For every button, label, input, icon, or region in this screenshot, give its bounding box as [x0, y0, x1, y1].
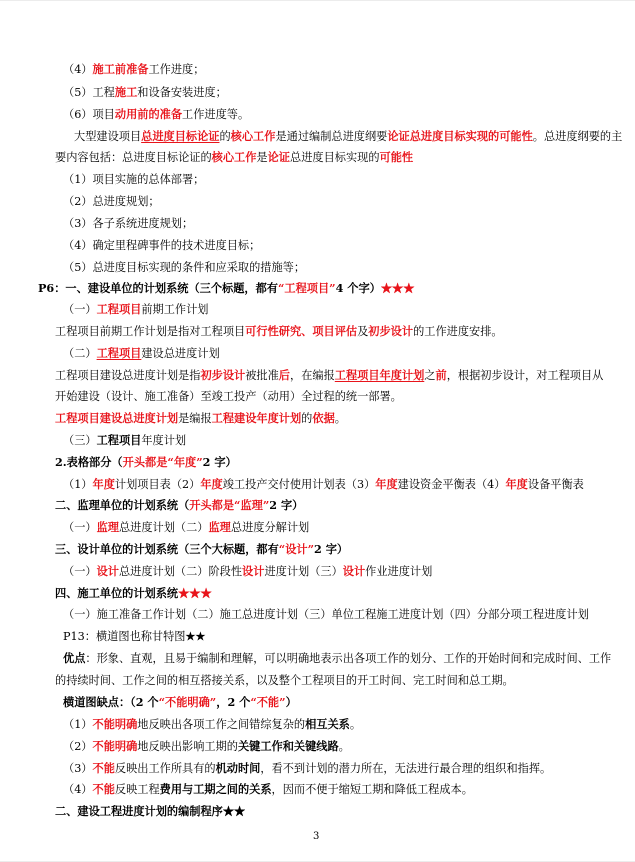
highlight-text: 总进度目标论证 — [141, 129, 220, 143]
page-top-border — [0, 0, 635, 1]
text-line — [63, 651, 611, 666]
text-segment: 之 — [424, 369, 436, 382]
text-segment: （一） — [63, 565, 97, 578]
text-line — [63, 717, 361, 732]
text-line — [55, 411, 346, 426]
text-segment: （二） — [63, 347, 97, 360]
text-segment: 开始建设（设计、施工准备）至竣工投产（动用）全过程的统一部署。 — [55, 390, 402, 403]
text-segment: ，因而不便于缩短工期和降低工程成本。 — [271, 783, 473, 796]
text-line — [63, 302, 208, 317]
text-line — [74, 129, 622, 144]
highlight-text: 依据 — [312, 411, 335, 425]
highlight-text: 工程建设年度计划 — [211, 411, 302, 425]
highlight-text: “工程项目” — [277, 281, 336, 295]
highlight-text: 核心工作 — [211, 150, 257, 164]
text-segment: 2 字） — [202, 455, 237, 469]
highlight-text: “不能” — [250, 695, 286, 709]
text-segment: 机动时间 — [215, 761, 261, 775]
text-segment: 设备平衡表 — [527, 478, 584, 491]
text-line — [55, 542, 348, 557]
text-segment: 4 个字） — [335, 281, 381, 295]
text-line — [55, 389, 402, 404]
text-segment: ★★ — [185, 629, 206, 643]
text-line — [63, 564, 432, 579]
text-segment: 优点 — [63, 651, 86, 665]
text-segment: ：形象、直观，且易于编制和理解，可以明确地表示出各项工作的划分、工作的开始时间和完成时间、工作 — [85, 652, 612, 665]
highlight-text: 监理 — [208, 520, 231, 534]
highlight-text: 不能 — [92, 782, 115, 796]
highlight-text: 不能明确 — [92, 739, 138, 753]
text-segment: ：（2 个 — [118, 695, 159, 709]
text-line — [63, 172, 204, 187]
highlight-text: 动用前的准备 — [114, 107, 183, 121]
text-segment: 的工作进度安排。 — [413, 325, 503, 338]
text-segment: 的 — [219, 130, 231, 143]
text-line — [63, 216, 193, 231]
text-segment: （5）总进度目标实现的条件和应采取的措施等； — [63, 261, 306, 274]
text-line — [63, 346, 220, 361]
text-segment: 大型建设项目 — [74, 130, 142, 143]
text-segment: 四、施工单位的计划系统 — [55, 586, 179, 600]
text-segment: （一） — [63, 521, 97, 534]
highlight-text: 工程项目 — [96, 346, 142, 360]
text-line — [63, 433, 186, 448]
text-line — [63, 238, 260, 253]
text-segment: P6：一、建设单位的计划系统（三个标题，都有 — [38, 281, 278, 295]
text-line — [63, 477, 584, 492]
highlight-text: 年度 — [92, 477, 115, 491]
text-line — [63, 761, 551, 776]
text-line — [63, 194, 160, 209]
highlight-text: 开头都是 — [122, 455, 168, 469]
highlight-text: 论证总进度目标实现的可能性 — [387, 129, 533, 143]
text-line — [63, 107, 249, 122]
text-segment: 是通过编制总进度纲要 — [275, 130, 388, 143]
text-segment: （3）各子系统进度规划； — [63, 217, 194, 230]
highlight-text: “不能明确” — [158, 695, 217, 709]
text-segment: 作业进度计划 — [365, 565, 433, 578]
text-segment: 关键工作和关键线路 — [237, 739, 339, 753]
text-segment: （4） — [63, 63, 93, 76]
text-segment: 工程项目前期工作计划是指对工程项目 — [55, 325, 246, 338]
text-segment: 。总进度纲要的主 — [532, 130, 623, 143]
highlight-text: 工程项目建设总进度计划 — [55, 411, 179, 425]
text-segment: 计划项目表（2） — [114, 478, 201, 491]
text-segment: 反映工程 — [114, 783, 160, 796]
text-segment: 进度计划（三） — [264, 565, 343, 578]
text-line — [55, 586, 212, 601]
text-line — [38, 281, 414, 296]
text-segment: 2 字） — [314, 542, 349, 556]
text-segment: （1） — [63, 478, 93, 491]
highlight-text: 核心工作 — [230, 129, 276, 143]
text-segment: （1）项目实施的总体部署； — [63, 173, 205, 186]
text-segment: ，2 个 — [216, 695, 251, 709]
text-line — [55, 150, 413, 165]
text-segment: 2.表格部分（ — [55, 455, 123, 469]
highlight-text: 不能明确 — [92, 717, 138, 731]
text-line — [63, 695, 297, 710]
text-segment: （6）项目 — [63, 108, 115, 121]
highlight-text: 不能 — [92, 761, 115, 775]
text-segment: 建设资金平衡表（4） — [397, 478, 506, 491]
text-line — [63, 782, 473, 797]
text-segment: 。 — [338, 740, 350, 753]
text-segment: 相互关系 — [305, 717, 350, 731]
text-segment: （4） — [63, 783, 93, 796]
text-segment: （4）确定里程碑事件的技术进度目标； — [63, 239, 261, 252]
text-line — [55, 673, 514, 688]
text-line — [55, 368, 603, 383]
highlight-text: 初步设计 — [200, 368, 246, 382]
highlight-text: 论证 — [267, 150, 290, 164]
text-segment: 和设备安装进度； — [137, 86, 227, 99]
highlight-text: 施工 — [114, 85, 138, 99]
text-segment: 是编报 — [178, 412, 212, 425]
text-segment: 反映出工作所具有的 — [114, 762, 216, 775]
text-segment: 地反映出各项工作之间错综复杂的 — [137, 718, 306, 731]
text-segment: ，在编报 — [290, 369, 335, 382]
text-segment: 费用与工期之间的关系 — [159, 782, 272, 796]
text-segment: 。 — [349, 718, 362, 731]
text-segment: 是 — [256, 151, 268, 164]
text-segment: 要内容包括：总进度目标论证的 — [55, 151, 212, 164]
text-segment: （3） — [63, 762, 93, 775]
highlight-text: 年度 — [505, 477, 528, 491]
text-segment: （2） — [63, 740, 93, 753]
text-segment: P13：横道图也称甘特图 — [63, 630, 186, 643]
highlight-text: 监理 — [96, 520, 119, 534]
highlight-text: 年度 — [200, 477, 223, 491]
highlight-text: 可能性 — [379, 150, 414, 164]
text-segment: 的 — [301, 412, 313, 425]
highlight-text: 设计 — [342, 564, 366, 578]
highlight-text: 前 — [435, 368, 447, 382]
highlight-text: 后 — [278, 368, 290, 382]
text-segment: 年度计划 — [141, 434, 187, 447]
text-segment: （一）施工准备工作计划（二）施工总进度计划（三）单位工程施工进度计划（四）分部分项工程进度计划 — [63, 608, 589, 621]
text-line — [63, 629, 206, 644]
text-segment: （一） — [63, 303, 97, 316]
highlight-text: 可行性研究、项目评估 — [245, 324, 358, 338]
text-segment: 总进度计划（二）阶段性 — [118, 565, 243, 578]
highlight-text: 设计 — [242, 564, 265, 578]
highlight-text: 工程项目 — [96, 302, 142, 316]
text-segment: 前期工作计划 — [141, 303, 209, 316]
highlight-text: 施工前准备 — [92, 62, 149, 76]
text-line — [63, 260, 305, 275]
text-segment: 工程项目 — [96, 433, 142, 447]
text-segment: 三、设计单位的计划系统（三个大标题，都有 — [55, 542, 279, 556]
highlight-text: 工程项目年度计划 — [334, 368, 425, 382]
text-segment: 被批准 — [245, 369, 279, 382]
highlight-text: 设计 — [96, 564, 119, 578]
text-segment: 缺点 — [96, 695, 119, 709]
text-segment: （三） — [63, 434, 97, 447]
highlight-text: “设计” — [278, 542, 315, 556]
text-segment: 工作进度； — [148, 63, 205, 76]
text-segment: （1） — [63, 718, 93, 731]
text-segment: （5）工程 — [63, 86, 115, 99]
highlight-text: 初步设计 — [368, 324, 414, 338]
text-segment: 总进度计划（二） — [118, 521, 209, 534]
text-line — [63, 85, 227, 100]
text-segment: 二、建设工程进度计划的编制程序★★ — [55, 804, 246, 818]
highlight-text: ★★★ — [380, 281, 415, 295]
text-line — [63, 520, 309, 535]
highlight-text: “年度” — [167, 455, 203, 469]
text-segment: （2）总进度规划； — [63, 195, 160, 208]
text-segment: 地反映出影响工期的 — [137, 740, 238, 753]
page-number: 3 — [313, 831, 320, 842]
text-segment: 总进度分解计划 — [230, 521, 310, 534]
text-segment: 。 — [334, 412, 346, 425]
text-segment: 工作进度等。 — [182, 108, 250, 121]
text-segment: 及 — [357, 325, 369, 338]
text-segment: 二、监理单位的计划系统（ — [55, 498, 190, 512]
highlight-text: ★★★ — [178, 586, 212, 600]
text-segment: 建设总进度计划 — [141, 347, 220, 360]
text-segment: ，根据初步设计，对工程项目从 — [446, 369, 604, 382]
text-segment: ） — [285, 695, 297, 709]
text-line — [63, 739, 350, 754]
highlight-text: 年度 — [375, 477, 398, 491]
text-segment: ，看不到计划的潜力所在，无法进行最合理的组织和指挥。 — [260, 762, 552, 775]
text-line — [55, 804, 245, 819]
highlight-text: 开头都是 — [189, 498, 235, 512]
text-line — [55, 455, 237, 470]
text-line — [63, 62, 204, 77]
text-line — [63, 607, 589, 622]
text-segment: 工程项目建设总进度计划是指 — [55, 369, 201, 382]
text-segment: 的持续时间、工作之间的相互搭接关系，以及整个工程项目的开工时间、完工时间和总工期。 — [55, 674, 514, 687]
text-line — [55, 324, 503, 339]
text-segment: 横道图 — [63, 695, 97, 709]
text-segment: 2 字） — [269, 498, 304, 512]
highlight-text: “监理” — [234, 498, 270, 512]
text-segment: 竣工投产交付使用计划表（3） — [222, 478, 376, 491]
text-segment: 总进度目标实现的 — [290, 151, 380, 164]
text-line — [55, 498, 303, 513]
